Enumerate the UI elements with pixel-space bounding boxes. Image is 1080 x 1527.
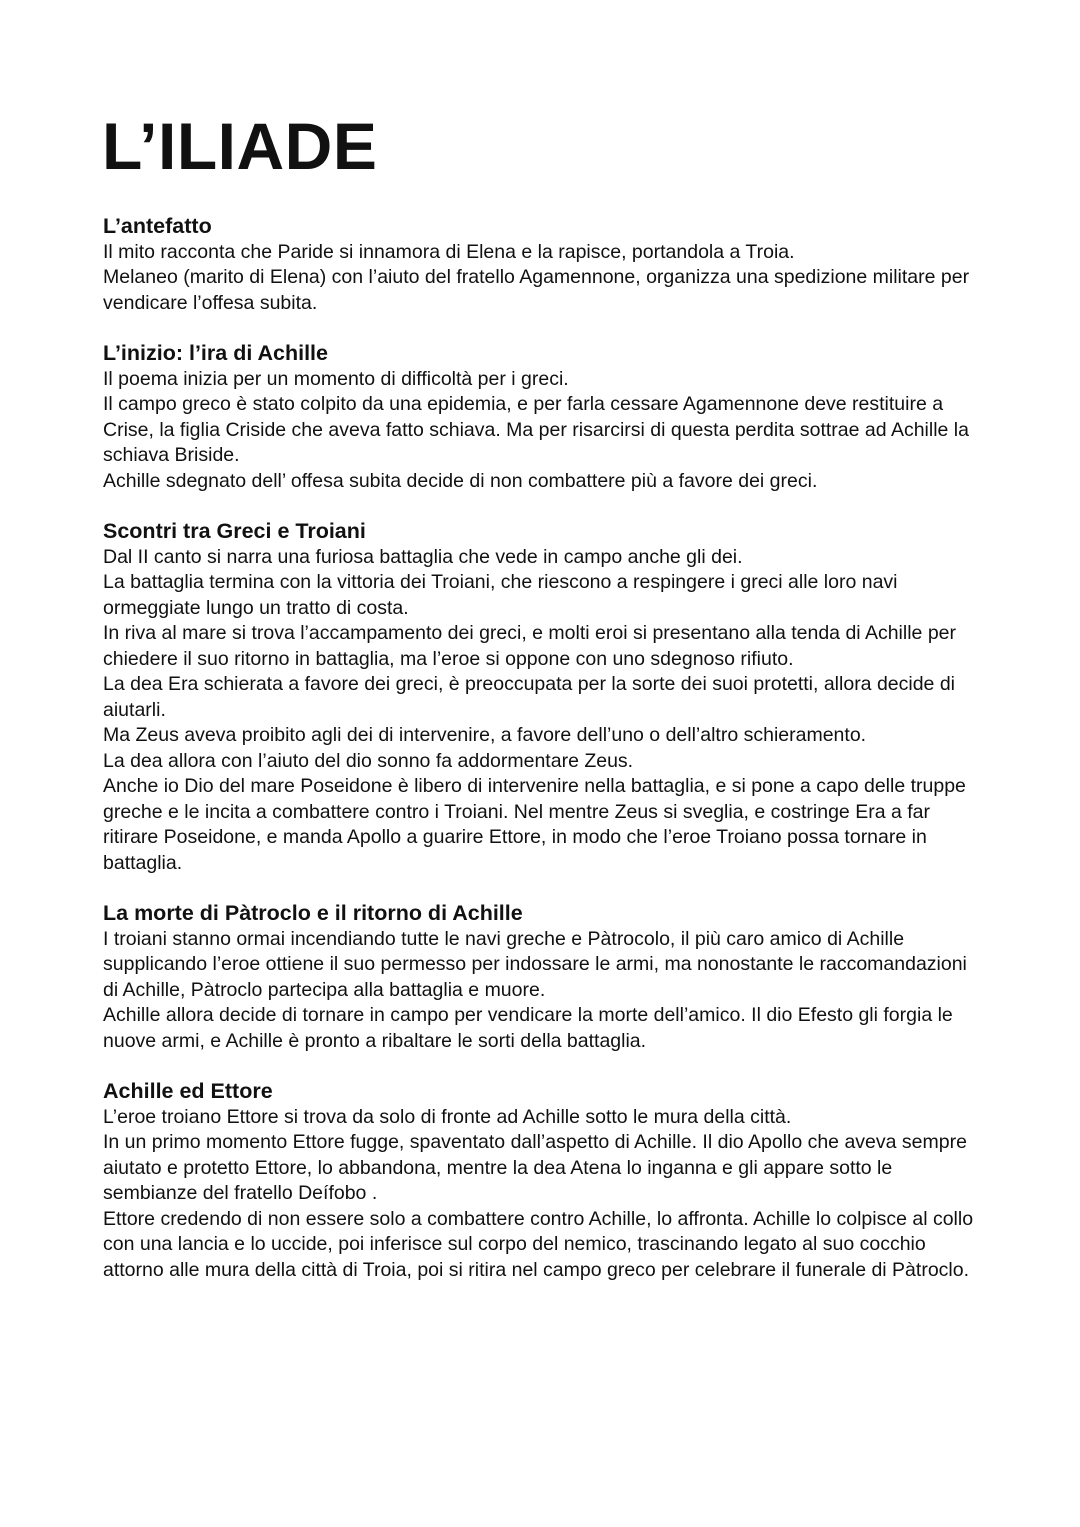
section-scontri (103, 519, 983, 876)
paragraph: Anche io Dio del mare Poseidone è libero di intervenire nella battaglia, e si pone a capo delle truppe greche e le incita a combattere contro i Troiani. Nel mentre Zeus si sveglia, e costringe Era a far ritirare Poseidone, e manda Apollo a guarire Ettore, in modo che l’eroe Troiano possa tornare in battaglia. (103, 775, 966, 874)
paragraph: La dea allora con l’aiuto del dio sonno fa addormentare Zeus. (103, 749, 634, 772)
section-ira-di-achille (103, 341, 983, 494)
paragraph: Ma Zeus aveva proibito agli dei di intervenire, a favore dell’uno o dell’altro schieramento. (103, 724, 867, 746)
paragraph: In un primo momento Ettore fugge, spaventato dall’aspetto di Achille. Il dio Apollo che aveva sempre aiutato e protetto Ettore, lo abbandona, mentre la dea Atena lo inganna e gli appare sotto le sembianze del fratello Deífobo . (103, 1131, 967, 1204)
document-body (103, 214, 983, 1308)
paragraph: L’eroe troiano Ettore si trova da solo di fronte ad Achille sotto le mura della città. (103, 1105, 792, 1128)
document-title: L’ILIADE (102, 109, 378, 183)
section-achille-ed-ettore (103, 1079, 983, 1283)
section-heading: La morte di Pàtroclo e il ritorno di Achille (103, 901, 523, 925)
section-morte-di-patroclo (103, 901, 983, 1054)
paragraph: Il campo greco è stato colpito da una epidemia, e per farla cessare Agamennone deve restituire a Crise, la figlia Criside che aveva fatto schiava. Ma per risarcirsi di questa perdita sottrae ad Achille la schiava Briside. (103, 393, 969, 466)
paragraph: Melaneo (marito di Elena) con l’aiuto del fratello Agamennone, organizza una spedizione militare per vendicare l’offesa subita. (103, 266, 970, 314)
section-heading: Scontri tra Greci e Troiani (103, 519, 366, 543)
paragraph: Il mito racconta che Paride si innamora di Elena e la rapisce, portandola a Troia. (103, 240, 795, 263)
paragraph: In riva al mare si trova l’accampamento dei greci, e molti eroi si presentano alla tenda di Achille per chiedere il suo ritorno in battaglia, ma l’eroe si oppone con uno sdegnoso rifiuto. (103, 622, 957, 670)
section-antefatto (103, 214, 983, 316)
paragraph: Il poema inizia per un momento di difficoltà per i greci. (103, 367, 569, 390)
section-heading: L’inizio: l’ira di Achille (103, 341, 328, 365)
paragraph: Achille sdegnato dell’ offesa subita decide di non combattere più a favore dei greci. (103, 469, 818, 492)
section-heading: L’antefatto (103, 214, 212, 238)
paragraph: La dea Era schierata a favore dei greci, è preoccupata per la sorte dei suoi protetti, allora decide di aiutarli. (103, 673, 956, 721)
section-heading: Achille ed Ettore (103, 1079, 273, 1103)
paragraph: Dal II canto si narra una furiosa battaglia che vede in campo anche gli dei. (103, 545, 743, 568)
paragraph: La battaglia termina con la vittoria dei Troiani, che riescono a respingere i greci alle loro navi ormeggiate lungo un tratto di costa. (103, 571, 898, 619)
paragraph: Ettore credendo di non essere solo a combattere contro Achille, lo affronta. Achille lo colpisce al collo con una lancia e lo uccide, poi inferisce sul corpo del nemico, trascinando legato al suo cocchio attorno alle mura della città di Troia, poi si ritira nel campo greco per celebrare il funerale di Pàtroclo. (103, 1207, 974, 1281)
paragraph: I troiani stanno ormai incendiando tutte le navi greche e Pàtrocolo, il più caro amico di Achille supplicando l’eroe ottiene il suo permesso per indossare le armi, ma nonostante le raccomandazioni di Achille, Pàtroclo partecipa alla battaglia e muore. (103, 927, 967, 1001)
paragraph: Achille allora decide di tornare in campo per vendicare la morte dell’amico. Il dio Efesto gli forgia le nuove armi, e Achille è pronto a ribaltare le sorti della battaglia. (103, 1004, 953, 1052)
